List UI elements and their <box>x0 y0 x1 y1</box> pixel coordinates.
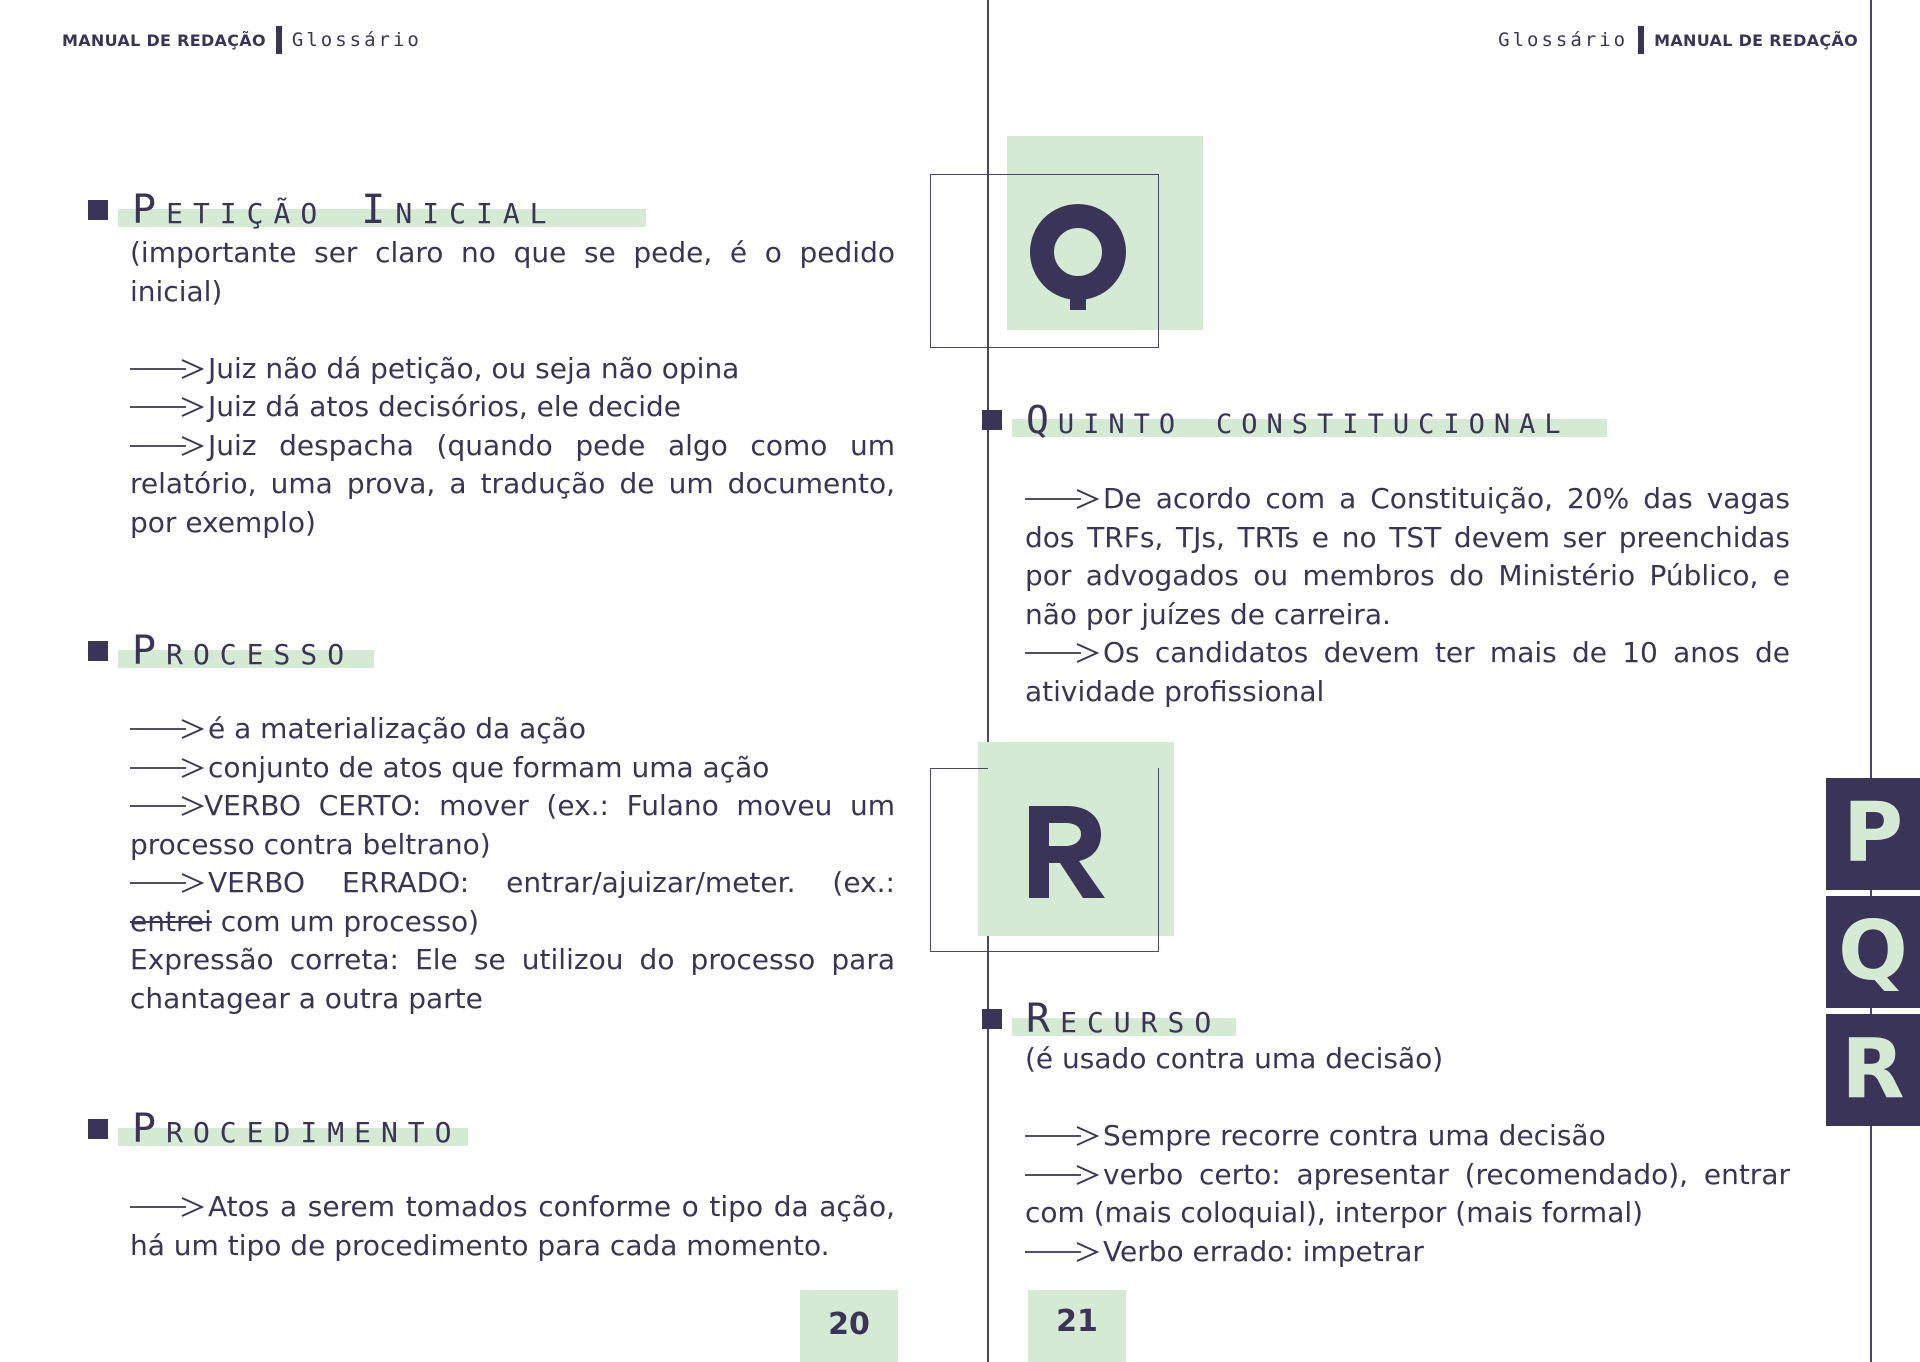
text: Sempre recorre contra uma decisão <box>1103 1119 1606 1152</box>
arrow-icon <box>130 758 204 778</box>
arrow-icon <box>130 873 204 893</box>
arrow-icon <box>1025 1126 1099 1146</box>
bullet-line <box>130 388 895 427</box>
section-heading-processo <box>88 628 488 674</box>
text: VERBO CERTO: mover (ex.: Fulano moveu um <box>204 789 895 822</box>
page-number-right: 21 <box>1028 1290 1126 1362</box>
heading-title: Petição Inicial <box>132 187 557 233</box>
bullet-line <box>1025 480 1790 519</box>
header-section-name: Glossário <box>1498 29 1629 51</box>
bullet-line <box>130 427 895 466</box>
index-tab-letter: R <box>1841 1022 1905 1117</box>
index-tab-p[interactable] <box>1826 778 1920 890</box>
heading-title: Procedimento <box>132 1106 462 1152</box>
spacer <box>130 311 895 350</box>
text-line: relatório, uma prova, a tradução de um documento, <box>130 467 895 500</box>
bullet-line <box>1025 1156 1790 1195</box>
text-line: com (mais coloquial), interpor (mais formal) <box>1025 1196 1644 1229</box>
text-line: dos TRFs, TJs, TRTs e no TST devem ser preenchidas <box>1025 520 1790 554</box>
arrow-icon <box>1025 1165 1099 1185</box>
arrow-icon <box>1025 643 1099 663</box>
section-heading-recurso <box>982 996 1382 1042</box>
text-line: atividade profissional <box>1025 674 1325 708</box>
section-body-procedimento <box>130 1188 895 1265</box>
right-running-header <box>1498 26 1858 54</box>
bullet-line <box>130 350 895 389</box>
heading-title: Quinto constitucional <box>1026 398 1570 442</box>
text-line: (importante ser claro no que se pede, é o pedido <box>130 236 895 269</box>
letter-r-frame-left <box>930 768 989 952</box>
text-line <box>130 903 895 942</box>
header-divider <box>276 26 282 54</box>
page-number-left: 20 <box>800 1290 898 1362</box>
section-heading-quinto-constitucional <box>982 397 1622 443</box>
header-section-name: Glossário <box>291 29 422 51</box>
bullet-line <box>1025 1233 1790 1272</box>
letter-q-glyph <box>1028 202 1128 312</box>
bullet-line <box>130 1188 895 1227</box>
bullet-line <box>130 710 895 749</box>
spacer <box>1025 1079 1790 1118</box>
text: Verbo errado: impetrar <box>1103 1234 1424 1268</box>
section-heading-procedimento <box>88 1106 588 1152</box>
section-heading-peticao-inicial <box>88 187 688 233</box>
letter-r-glyph <box>1027 806 1107 898</box>
text: verbo certo: apresentar (recomendado), entrar <box>1103 1157 1790 1191</box>
index-tab-letter: Q <box>1838 904 1908 999</box>
heading-bullet <box>88 1119 108 1139</box>
arrow-icon <box>1025 489 1099 509</box>
text: Juiz despacha (quando pede algo como um <box>208 428 895 462</box>
struck-text: entrei <box>130 904 212 938</box>
arrow-icon <box>130 719 204 739</box>
bullet-line <box>130 787 895 826</box>
heading-title: Recurso <box>1026 996 1222 1042</box>
text: com um processo) <box>220 904 480 938</box>
letter-r-frame-top-gap <box>988 768 1158 769</box>
heading-bullet <box>982 410 1002 430</box>
heading-bullet <box>88 200 108 220</box>
text-line: por advogados ou membros do Ministério Público, e <box>1025 559 1790 592</box>
section-body-recurso <box>1025 1040 1790 1271</box>
header-divider <box>1638 26 1644 54</box>
text-line: (é usado contra uma decisão) <box>1025 1042 1444 1075</box>
bullet-line <box>130 749 895 788</box>
text: é a materialização da ação <box>208 712 586 745</box>
bullet-line <box>130 864 895 903</box>
text-line: inicial) <box>130 274 223 308</box>
text: De acordo com a Constituição, 20% das vagas <box>1103 482 1790 515</box>
heading-title: Processo <box>132 628 355 674</box>
text: VERBO ERRADO: entrar/ajuizar/meter. (ex.: <box>208 866 895 899</box>
arrow-icon <box>130 436 204 456</box>
text-line: por exemplo) <box>130 505 316 539</box>
arrow-icon <box>1025 1242 1099 1262</box>
text-line: Expressão correta: Ele se utilizou do processo para <box>130 943 895 976</box>
index-tab-letter: P <box>1842 786 1904 881</box>
text: conjunto de atos que formam uma ação <box>208 750 770 784</box>
text-line: processo contra beltrano) <box>130 827 491 861</box>
arrow-icon <box>130 397 204 417</box>
text-line: chantagear a outra parte <box>130 981 483 1015</box>
header-manual-title: MANUAL DE REDAÇÃO <box>62 30 266 50</box>
heading-bullet <box>982 1009 1002 1029</box>
arrow-icon <box>130 359 204 379</box>
arrow-icon <box>130 796 204 816</box>
right-margin-line <box>1870 0 1872 1362</box>
text-line: não por juízes de carreira. <box>1025 597 1391 631</box>
section-body-processo <box>130 710 895 1018</box>
text: Atos a serem tomados conforme o tipo da ação, <box>208 1190 895 1223</box>
text-line: há um tipo de procedimento para cada momento. <box>130 1228 830 1262</box>
bullet-line <box>1025 634 1790 673</box>
text: Juiz não dá petição, ou seja não opina <box>208 351 740 385</box>
bullet-line <box>1025 1117 1790 1156</box>
letter-q-frame-left <box>930 174 989 348</box>
text: Juiz dá atos decisórios, ele decide <box>208 390 681 423</box>
index-tab-q[interactable] <box>1826 896 1920 1008</box>
index-tab-r[interactable] <box>1826 1014 1920 1126</box>
arrow-icon <box>130 1197 204 1217</box>
text: Os candidatos devem ter mais de 10 anos de <box>1103 636 1790 669</box>
section-body-peticao-inicial <box>130 234 895 542</box>
left-running-header <box>62 26 422 54</box>
heading-bullet <box>88 641 108 661</box>
header-manual-title: MANUAL DE REDAÇÃO <box>1654 30 1858 50</box>
section-body-quinto-constitucional <box>1025 480 1790 711</box>
